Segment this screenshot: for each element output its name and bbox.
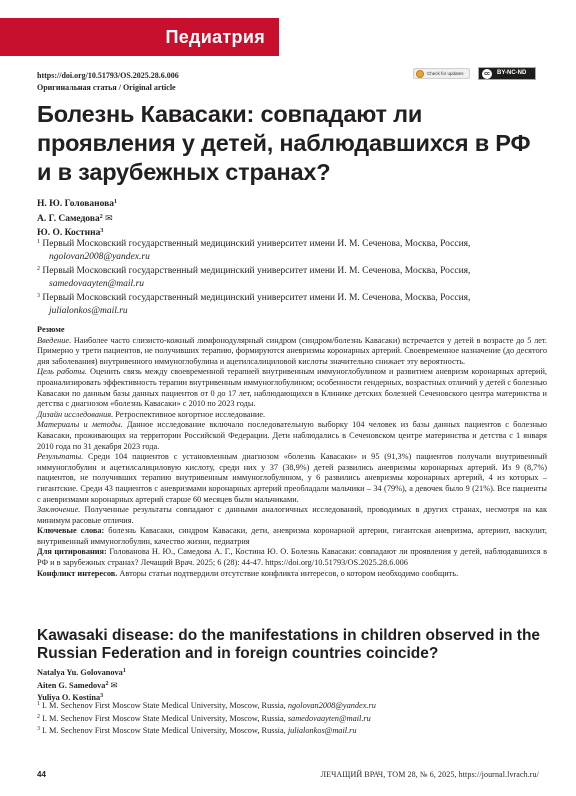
aff-text: I. M. Sechenov First Moscow State Medical University, Moscow, Russia, [42, 713, 286, 723]
journal-footer: ЛЕЧАЩИЙ ВРАЧ, ТОМ 28, № 6, 2025, https://journal.lvrach.ru/ [320, 770, 539, 779]
article-title-ru: Болезнь Кавасаки: совпадают ли проявления у детей, наблюдавшихся в РФ и в зарубежных странах? [37, 101, 531, 185]
aff-sup: 3 [37, 293, 40, 300]
results-text: Среди 104 пациентов с установленным диагнозом «болезнь Кавасаки» и 95 (91,3%) пациентов получали внутривенный иммуноглобулин и ацетилсалициловую кислоту, среди них у 37 (38,9%) детей развились аневризмы коронарных артерий. Из 9 (8,7%) пациентов, не получивших терапию внутривенным иммуноглобулином, у 6 развились аневризмы коронарных артерий, 4 из которых – гигантские. Среди 43 пациентов с аневризмами коронарных артерий преобладали мальчики – 34 (79%), а девочек было 9 (21%). Все пациенты с аневризмами коронарных артерий старше 60 месяцев были мальчиками. [37, 452, 548, 504]
article-title-en: Kawasaki disease: do the manifestations in children observed in the Russian Federation and in foreign countries coincide? [37, 627, 541, 662]
aim-text: Оценить связь между своевременной терапией внутривенным иммуноглобулином и развитием аневризм коронарных артерий, проанализировать эффективность терапии внутривенным иммуноглобулином; особенности гендерных, возрастных отличий у детей с болезнью Кавасаки по данным базы данных пациентов от 0 до 17 лет, наблюдающихся в Клинике детских болезней Сеченовского центра материнства и детства с диагнозом «болезнь Кавасаки» с 2010 по 2023 годы. [37, 367, 547, 409]
author-sup: 2 [99, 213, 103, 220]
author-name: Н. Ю. Голованова [37, 199, 115, 209]
envelope-icon: ✉ [110, 680, 118, 690]
abstract-conclusion [37, 505, 547, 526]
intro-text: Наиболее часто слизисто-кожный лимфонодулярный синдром (синдром/болезнь Кавасаки) встречается у детей в возрасте до 5 лет. Примерно у трети пациентов, не получивших терапию, формируются аневризмы коронарных артерий. Своевременное назначение (до десятого дня заболевания) внутривенного иммуноглобулина и ацетилсалициловой кислоты значительно снижает эту вероятность. [37, 335, 548, 366]
authors-ru [37, 196, 117, 240]
aff-email[interactable]: julialonkos@mail.ru [49, 305, 128, 316]
author-name: Ю. О. Костина [37, 228, 101, 238]
affiliations-en [37, 699, 547, 737]
abstract-citation [37, 547, 547, 568]
design-label: Дизайн исследования. [37, 409, 114, 419]
citation-label: Для цитирования: [37, 547, 107, 557]
affiliation-ru [37, 290, 547, 317]
author-name: Yuliya O. Kostina [37, 693, 101, 702]
check-updates-icon [416, 70, 424, 78]
citation-text: Голованова Н. Ю., Самедова А. Г., Костина Ю. О. Болезнь Кавасаки: совпадают ли проявления у детей, наблюдавшихся в РФ и в зарубежных странах? Лечащий Врач. 2025; 6 (28): 44-47. https://doi.org/10.51793/OS.2025.28.6.006 [37, 547, 547, 568]
author-sup: 2 [105, 680, 109, 687]
aff-sup: 1 [37, 701, 40, 707]
results-label: Результаты. [37, 452, 84, 462]
author-name: Natalya Yu. Golovanova [37, 668, 123, 677]
aff-email[interactable]: samedovaayten@mail.ru [49, 278, 145, 289]
authors-en [37, 666, 126, 704]
author-name: А. Г. Самедова [37, 213, 100, 224]
conclusion-label: Заключение. [37, 505, 81, 515]
keywords-label: Ключевые слова: [37, 526, 105, 536]
conflict-label: Конфликт интересов. [37, 568, 118, 578]
aff-sup: 1 [37, 239, 40, 245]
methods-label: Материалы и методы. [37, 420, 123, 430]
aff-sup: 2 [37, 266, 40, 273]
author-ru [37, 196, 117, 211]
aff-text: I. M. Sechenov First Moscow State Medical University, Moscow, Russia, [42, 701, 286, 710]
author-en [37, 666, 126, 679]
conflict-text: Авторы статьи подтвердили отсутствие конфликта интересов, о котором необходимо сообщить. [119, 568, 459, 578]
abstract-methods [37, 420, 547, 452]
affiliation-ru [37, 263, 547, 290]
check-for-updates-badge[interactable] [413, 68, 470, 79]
section-title: Педиатрия [165, 27, 265, 47]
affiliation-en [37, 699, 547, 712]
affiliation-ru [37, 236, 547, 263]
conclusion-text: Полученные результаты совпадают с данными аналогичных исследований, проводимых в других странах, несмотря на как минимум расовые отличия. [37, 505, 547, 525]
abstract-ru [37, 325, 547, 579]
keywords-text: болезнь Кавасаки, синдром Кавасаки, дети, аневризма коронарной артерии, гигантская аневризма, артериит, васкулит, внутривенный иммуноглобулин, качество жизни, педиатрия [37, 526, 547, 546]
aff-text: Первый Московский государственный медицинский университет имени И. М. Сеченова, Москва, Россия, [42, 239, 471, 249]
author-ru [37, 211, 117, 226]
author-sup: 1 [114, 199, 118, 205]
author-en [37, 679, 126, 692]
author-name: Aiten G. Samedova [37, 680, 106, 690]
abstract-results [37, 452, 547, 505]
license-badge[interactable] [478, 67, 536, 80]
abstract-design [37, 410, 547, 421]
abstract-aim [37, 367, 547, 409]
author-sup: 3 [100, 228, 104, 234]
envelope-icon: ✉ [105, 212, 113, 223]
abstract-heading: Резюме [37, 325, 65, 334]
aff-sup: 3 [37, 726, 40, 733]
affiliations-ru [37, 236, 547, 318]
methods-text: Данное исследование включало последовательную выборку 104 человек из базы данных пациентов с болезнью Кавасаки, проживающих на территории Российской Федерации. Дети наблюдались в Сеченовском центре материнства и детства с 1 января 2010 года по 31 декабря 2023 года. [37, 420, 548, 451]
article-type: Оригинальная статья / Original article [37, 83, 176, 92]
design-text: Ретроспективное когортное исследование. [115, 409, 266, 419]
abstract-conflict [37, 569, 547, 580]
author-sup: 1 [122, 668, 126, 674]
doi-link[interactable]: https://doi.org/10.51793/OS.2025.28.6.006 [37, 71, 179, 80]
abstract-intro [37, 336, 547, 368]
aff-text: Первый Московский государственный медицинский университет имени И. М. Сеченова, Москва, Россия, [42, 293, 471, 304]
intro-label: Введение. [37, 335, 72, 345]
check-updates-label: Check for updates [427, 71, 464, 76]
affiliation-en [37, 712, 547, 725]
aff-text: Первый Московский государственный медицинский университет имени И. М. Сеченова, Москва, Россия, [42, 266, 471, 277]
aff-text: I. M. Sechenov First Moscow State Medical University, Moscow, Russia, [42, 726, 286, 736]
page-number: 44 [37, 770, 46, 779]
affiliation-en [37, 724, 547, 737]
aff-email[interactable]: samedovaayten@mail.ru [287, 713, 371, 723]
aim-label: Цель работы. [37, 367, 87, 377]
aff-sup: 2 [37, 713, 40, 720]
aff-email[interactable]: julialonkos@mail.ru [287, 726, 357, 736]
section-banner [0, 18, 279, 56]
creative-commons-icon: cc [482, 69, 492, 79]
license-label: BY-NC-ND [497, 70, 527, 76]
abstract-keywords [37, 526, 547, 547]
author-sup: 3 [100, 693, 104, 699]
aff-email[interactable]: ngolovan2008@yandex.ru [49, 251, 150, 262]
aff-email[interactable]: ngolovan2008@yandex.ru [287, 701, 376, 710]
